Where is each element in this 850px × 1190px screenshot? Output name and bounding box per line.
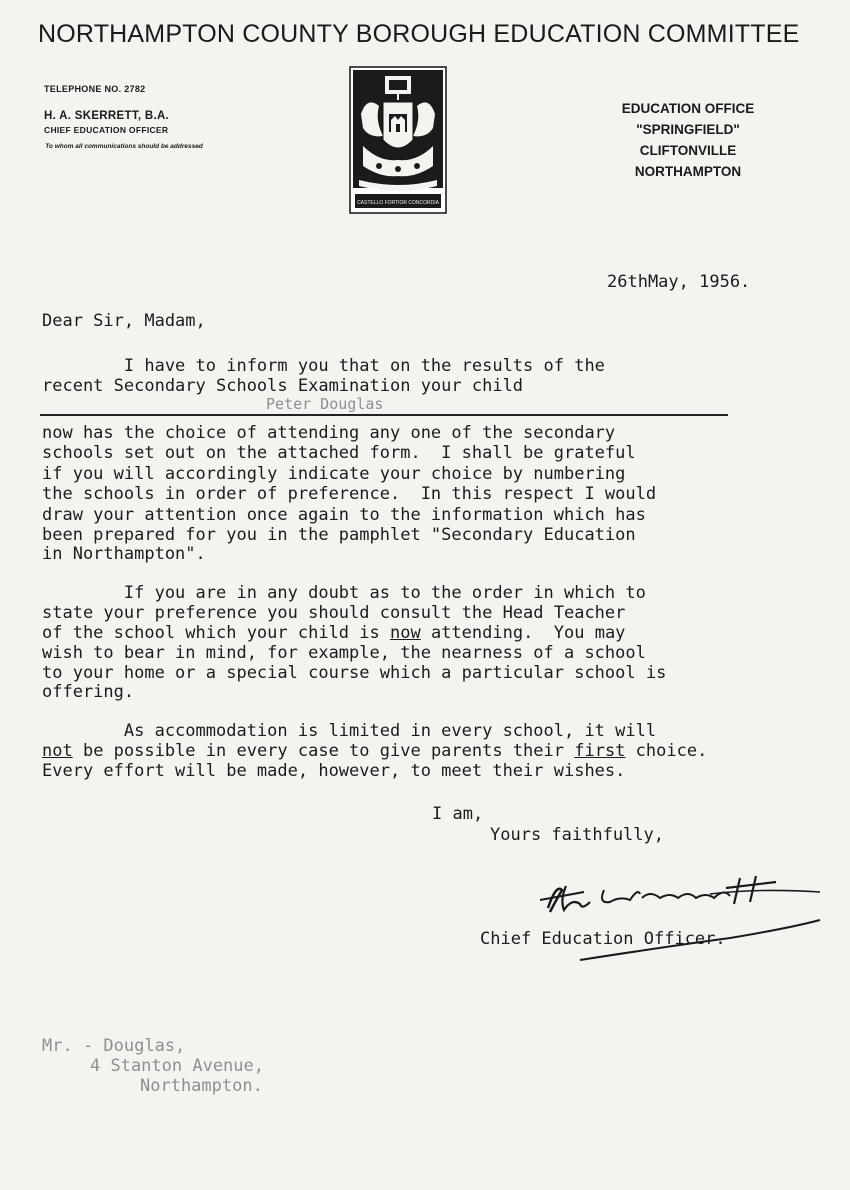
- recipient-line: 4 Stanton Avenue,: [90, 1056, 264, 1076]
- body-line: the schools in order of preference. In this respect I would: [42, 484, 657, 504]
- officer-title: CHIEF EDUCATION OFFICER: [44, 125, 169, 135]
- body-line: if you will accordingly indicate your choice by numbering: [42, 464, 626, 484]
- body-line: recent Secondary Schools Examination your child: [42, 376, 524, 396]
- body-line: [42, 623, 625, 643]
- body-line: been prepared for you in the pamphlet "Secondary Education: [42, 525, 636, 545]
- address-line: EDUCATION OFFICE: [621, 101, 755, 116]
- body-text: be possible in every case to give parents their: [72, 741, 575, 761]
- communications-note: To whom all communications should be addressed: [45, 143, 203, 150]
- crest-motto: CASTELLO FORTIOR CONCORDIA: [357, 200, 439, 206]
- body-line: [42, 741, 707, 761]
- body-line: Every effort will be made, however, to meet their wishes.: [42, 761, 626, 781]
- signatory-title: Chief Education Officer.: [480, 929, 726, 949]
- address-line: NORTHAMPTON: [634, 164, 742, 179]
- officer-name: H. A. SKERRETT, B.A.: [44, 110, 170, 122]
- handwritten-signature: [520, 855, 840, 964]
- body-line: If you are in any doubt as to the order in which to: [42, 583, 646, 603]
- body-text: of the school which your child is: [42, 623, 390, 643]
- recipient-line: Mr. - Douglas,: [42, 1036, 186, 1056]
- address-line: CLIFTONVILLE: [639, 143, 737, 158]
- child-name: Peter Douglas: [266, 395, 384, 413]
- body-line: now has the choice of attending any one of the secondary: [42, 423, 616, 443]
- body-line: state your preference you should consult the Head Teacher: [42, 603, 626, 623]
- recipient-line: Northampton.: [140, 1076, 263, 1096]
- body-line: draw your attention once again to the information which has: [42, 505, 646, 525]
- body-line: to your home or a special course which a particular school is: [42, 663, 667, 683]
- telephone-number: TELEPHONE NO. 2782: [44, 84, 146, 94]
- letterhead-address-block: [560, 98, 816, 182]
- letter-date: 26thMay, 1956.: [607, 272, 751, 292]
- emphasized-word: now: [390, 623, 421, 643]
- closing-valediction: Yours faithfully,: [490, 825, 664, 845]
- emphasized-word: not: [42, 741, 73, 761]
- body-line: schools set out on the attached form. I shall be grateful: [42, 443, 636, 463]
- body-line: in Northampton".: [42, 544, 206, 564]
- letterhead-left-block: [44, 84, 244, 151]
- body-line: I have to inform you that on the results of the: [42, 356, 605, 376]
- salutation: Dear Sir, Madam,: [42, 311, 206, 331]
- closing-line: I am,: [432, 804, 484, 824]
- body-line: As accommodation is limited in every school, it will: [42, 721, 657, 741]
- body-text: choice.: [625, 741, 708, 761]
- coat-of-arms-crest: [349, 66, 447, 214]
- name-underline-rule: [40, 414, 728, 416]
- body-line: wish to bear in mind, for example, the nearness of a school: [42, 643, 646, 663]
- body-line: offering.: [42, 682, 135, 702]
- body-text: attending. You may: [420, 623, 626, 643]
- address-line: "SPRINGFIELD": [636, 122, 740, 137]
- organization-title: NORTHAMPTON COUNTY BOROUGH EDUCATION COMMITTEE: [38, 20, 800, 48]
- emphasized-word: first: [574, 741, 626, 761]
- signature-name: H.A. Skerrett: [520, 855, 606, 872]
